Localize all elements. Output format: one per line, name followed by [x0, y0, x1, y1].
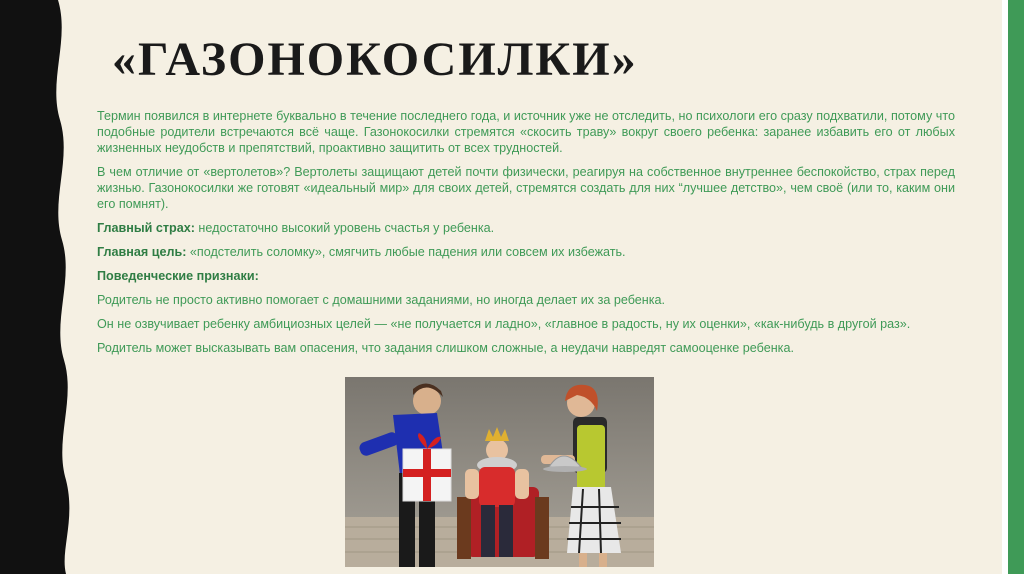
main-fear-text: недостаточно высокий уровень счастья у ребенка. [194, 221, 495, 235]
behavior-signs-label: Поведенческие признаки: [97, 269, 259, 283]
slide-title: «ГАЗОНОКОСИЛКИ» [112, 33, 638, 86]
main-fear-line [97, 220, 955, 236]
behavior-signs-heading [97, 268, 955, 284]
main-goal-label: Главная цель: [97, 245, 187, 259]
sign-2: Он не озвучивает ребенку амбициозных целей — «не получается и ладно», «главное в радость, ну их оценки», «как-нибудь в другой раз». [97, 317, 911, 331]
intro-paragraph: Термин появился в интернете буквально в течение последнего года, и источник уже не отследить, но психологи его сразу подхватили, потому что подобные родители встречаются всё чаще. Газонокосилки стремятся «скосить траву» вокруг своего ребенка: заранее избавить его от любых жизненных неудобств и препятствий, проактивно защитить от всех трудностей. [97, 109, 955, 155]
slide-body [97, 108, 955, 364]
left-decorative-band [0, 0, 80, 574]
right-green-stripe [1008, 0, 1024, 574]
sign-1: Родитель не просто активно помогает с домашними заданиями, но иногда делает их за ребенка. [97, 293, 666, 307]
main-goal-line [97, 244, 955, 260]
parents-child-photo [345, 377, 654, 567]
difference-paragraph: В чем отличие от «вертолетов»? Вертолеты защищают детей почти физически, реагируя на собственное внутреннее беспокойство, страх перед жизнью. Газонокосилки же готовят «идеальный мир» для своих детей, стремятся создать для них “лучшее детство», чем своё (или то, каким они его помнят). [97, 165, 955, 211]
main-fear-label: Главный страх: [97, 221, 195, 235]
main-goal-text: «подстелить соломку», смягчить любые падения или совсем их избежать. [186, 245, 626, 259]
sign-3: Родитель может высказывать вам опасения, что задания слишком сложные, а неудачи навредят самооценке ребенка. [97, 341, 794, 355]
